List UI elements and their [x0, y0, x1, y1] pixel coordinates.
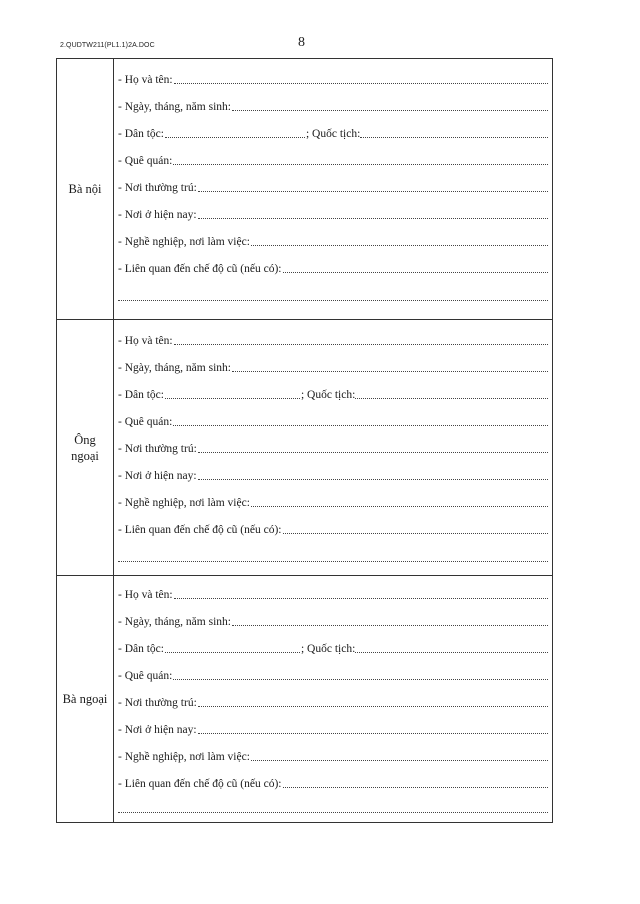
noi-o-hien-nay-field[interactable] [198, 468, 548, 480]
dan-toc-label: - Dân tộc: [118, 128, 164, 140]
document-code: 2.QUDTW211(PL1.1)2A.DOC [60, 42, 155, 49]
section-label-line1: Ông [74, 432, 96, 447]
nghe-nghiep-label: - Nghề nghiệp, nơi làm việc: [118, 751, 250, 763]
dan-toc-row [118, 385, 548, 401]
nghe-nghiep-field[interactable] [251, 749, 548, 761]
que-quan-field[interactable] [173, 153, 548, 165]
lien-quan-row [118, 520, 548, 536]
ngay-sinh-label: - Ngày, tháng, năm sinh: [118, 362, 231, 374]
nghe-nghiep-field[interactable] [251, 495, 548, 507]
noi-thuong-tru-row [118, 693, 548, 709]
noi-o-hien-nay-row [118, 205, 548, 221]
ngay-sinh-label: - Ngày, tháng, năm sinh: [118, 101, 231, 113]
dan-toc-label: - Dân tộc: [118, 643, 164, 655]
noi-thuong-tru-label: - Nơi thường trú: [118, 443, 197, 455]
section-fields [114, 576, 552, 822]
dan-toc-field[interactable] [165, 126, 305, 138]
section-ong-ngoai [57, 319, 552, 575]
noi-thuong-tru-field[interactable] [198, 695, 548, 707]
section-ba-noi [57, 59, 552, 319]
quoc-tich-label: ; Quốc tịch: [300, 643, 356, 655]
nghe-nghiep-row [118, 232, 548, 248]
section-fields [114, 59, 552, 319]
dan-toc-field[interactable] [165, 387, 300, 399]
ho-ten-row [118, 585, 548, 601]
noi-o-hien-nay-field[interactable] [198, 207, 548, 219]
ngay-sinh-row [118, 358, 548, 374]
que-quan-row [118, 412, 548, 428]
que-quan-row [118, 666, 548, 682]
ho-ten-label: - Họ và tên: [118, 335, 173, 347]
noi-o-hien-nay-field[interactable] [198, 722, 548, 734]
noi-thuong-tru-label: - Nơi thường trú: [118, 182, 197, 194]
section-label [57, 576, 114, 822]
lien-quan-row [118, 259, 548, 275]
lien-quan-label: - Liên quan đến chế độ cũ (nếu có): [118, 778, 282, 790]
nghe-nghiep-label: - Nghề nghiệp, nơi làm việc: [118, 497, 250, 509]
dan-toc-field[interactable] [165, 641, 300, 653]
ngay-sinh-field[interactable] [232, 99, 548, 111]
ho-ten-field[interactable] [174, 587, 548, 599]
dan-toc-row [118, 639, 548, 655]
lien-quan-label: - Liên quan đến chế độ cũ (nếu có): [118, 263, 282, 275]
que-quan-field[interactable] [173, 414, 548, 426]
noi-thuong-tru-label: - Nơi thường trú: [118, 697, 197, 709]
ho-ten-field[interactable] [174, 72, 548, 84]
lien-quan-field[interactable] [283, 261, 549, 273]
noi-thuong-tru-row [118, 178, 548, 194]
section-label-text [71, 432, 99, 464]
quoc-tich-field[interactable] [355, 387, 548, 399]
ngay-sinh-row [118, 612, 548, 628]
nghe-nghiep-field[interactable] [251, 234, 548, 246]
noi-thuong-tru-field[interactable] [198, 180, 548, 192]
noi-thuong-tru-field[interactable] [198, 441, 548, 453]
que-quan-field[interactable] [173, 668, 548, 680]
nghe-nghiep-row [118, 493, 548, 509]
nghe-nghiep-label: - Nghề nghiệp, nơi làm việc: [118, 236, 250, 248]
que-quan-row [118, 151, 548, 167]
nghe-nghiep-row [118, 747, 548, 763]
lien-quan-label: - Liên quan đến chế độ cũ (nếu có): [118, 524, 282, 536]
noi-thuong-tru-row [118, 439, 548, 455]
page-number: 8 [298, 35, 305, 50]
relatives-table [56, 58, 553, 823]
section-label-text: Bà ngoại [62, 692, 108, 706]
lien-quan-continuation-row [118, 287, 548, 303]
quoc-tich-field[interactable] [360, 126, 548, 138]
lien-quan-continuation-field[interactable] [118, 550, 548, 562]
noi-o-hien-nay-label: - Nơi ở hiện nay: [118, 470, 197, 482]
section-fields [114, 320, 552, 575]
ho-ten-row [118, 331, 548, 347]
lien-quan-continuation-field[interactable] [118, 801, 548, 813]
lien-quan-continuation-row [118, 548, 548, 564]
noi-o-hien-nay-row [118, 466, 548, 482]
ho-ten-field[interactable] [174, 333, 548, 345]
lien-quan-row [118, 774, 548, 790]
section-label [57, 59, 114, 319]
ngay-sinh-field[interactable] [232, 360, 548, 372]
que-quan-label: - Quê quán: [118, 670, 173, 682]
section-label-text: Bà nội [68, 182, 102, 196]
noi-o-hien-nay-label: - Nơi ở hiện nay: [118, 209, 197, 221]
que-quan-label: - Quê quán: [118, 416, 173, 428]
section-label [57, 320, 114, 575]
lien-quan-continuation-field[interactable] [118, 289, 548, 301]
dan-toc-label: - Dân tộc: [118, 389, 164, 401]
section-ba-ngoai [57, 575, 552, 822]
lien-quan-field[interactable] [283, 522, 549, 534]
section-label-line2: ngoại [71, 448, 99, 463]
quoc-tich-label: ; Quốc tịch: [305, 128, 361, 140]
ngay-sinh-label: - Ngày, tháng, năm sinh: [118, 616, 231, 628]
ngay-sinh-row [118, 97, 548, 113]
noi-o-hien-nay-row [118, 720, 548, 736]
que-quan-label: - Quê quán: [118, 155, 173, 167]
lien-quan-continuation-row [118, 799, 548, 815]
quoc-tich-field[interactable] [355, 641, 548, 653]
lien-quan-field[interactable] [283, 776, 549, 788]
noi-o-hien-nay-label: - Nơi ở hiện nay: [118, 724, 197, 736]
dan-toc-row [118, 124, 548, 140]
ho-ten-label: - Họ và tên: [118, 74, 173, 86]
quoc-tich-label: ; Quốc tịch: [300, 389, 356, 401]
ngay-sinh-field[interactable] [232, 614, 548, 626]
ho-ten-row [118, 70, 548, 86]
ho-ten-label: - Họ và tên: [118, 589, 173, 601]
